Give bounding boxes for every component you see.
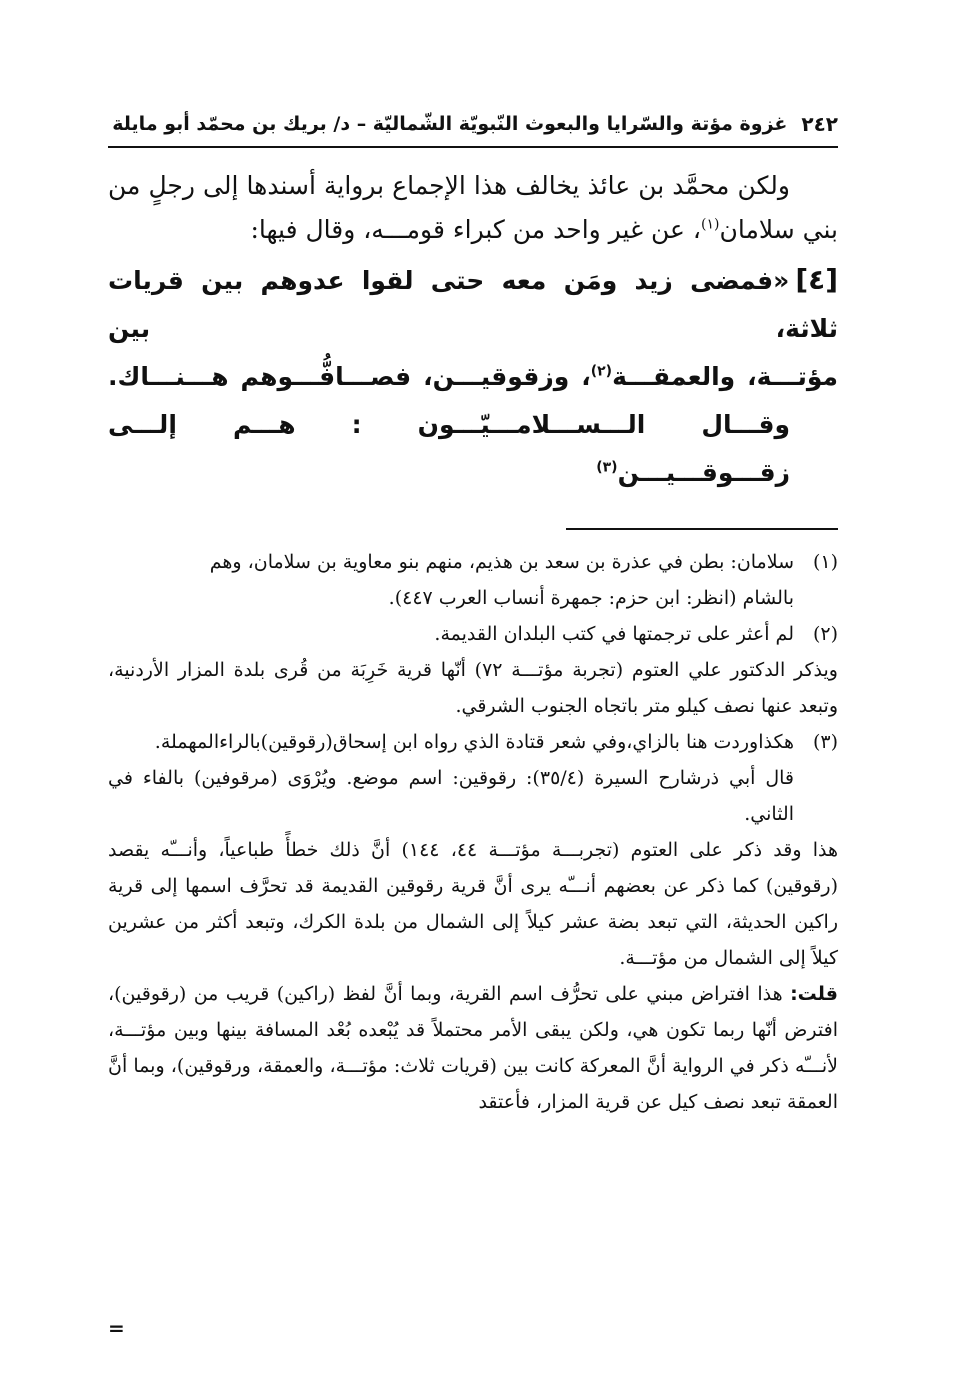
footnote-3: (٣)هكذاوردت هنا بالزاي،وفي شعر قتادة الذي رواه ابن إسحاق(رقوقين)بالراءالمهملة.	[108, 724, 838, 760]
main-text	[108, 164, 838, 497]
footnote-ref-2[interactable]: (٢)	[590, 363, 613, 380]
footnotes	[108, 544, 838, 1120]
quote-line-2: مؤتـــة، والعمقـــة$^{(٢)}$، وزقوقيـــن، فصـــافُّـــوهم هـــنـــاك.	[108, 362, 838, 391]
intro-text-tail: ، عن غير واحد من كبراء قومـــه، وقال فيها:	[250, 215, 701, 244]
note-label: قلت:	[790, 983, 838, 1005]
footnote-ref-3[interactable]: (٣)	[596, 459, 618, 476]
page-number: ٢٤٢	[801, 112, 838, 136]
footnote-3-number: (٣)	[812, 731, 838, 753]
narration-number: [٤]	[795, 263, 838, 296]
quote-line-1: [٤]«فمضى زيد ومَن معه حتى لقوا عدوهم بين قريات ثلاثة، بين	[108, 263, 838, 343]
footnote-2-paragraph: ويذكر الدكتور علي العتوم (تجربة مؤتـــة ٧٢) أنّها قرية خَرِبَة من قُرى بلدة المزار الأردنية، وتبعد عنها نصف كيلو متر باتجاه الجنوب الشرقي.	[108, 659, 838, 717]
narration-quote	[108, 256, 838, 497]
footnote-2: (٢)لم أعثر على ترجمتها في كتب البلدان القديمة.	[108, 616, 838, 652]
running-header	[108, 108, 838, 140]
book-page	[108, 100, 838, 1340]
footnote-1-cont: بالشام (انظر: ابن حزم: جمهرة أنساب العرب ٤٤٧).	[388, 587, 794, 609]
footnote-separator	[566, 528, 838, 530]
footnote-3-cont: قال أبي ذرشارح السيرة (٣٥/٤): رقوقين: اسم موضع. ويُرْوَى (مرقوفين) بالفاء في الثاني.	[108, 767, 795, 825]
footnote-3-paragraph-3: قلت: هذا افتراض مبني على تحرُّف اسم القرية، وبما أنَّ لفظ (راكين) قريب من (رقوقين)، افترض أنّها ربما تكون هي، ولكن يبقى الأمر محتملاً قد يُبْعده بُعْد المسافة بينها وبين مؤتـــة، لأنـــّه ذكر في الرواية أنَّ المعركة كانت بين (قريات ثلاث: مؤتـــة، والعمقة، ورقوقين)، وبما أنَّ العمقة تبعد نصف كيل عن قرية المزار، فأعتقد	[108, 983, 838, 1113]
footnote-3-paragraph-2: هذا وقد ذكر على العتوم (تجربـــة مؤتـــة ٤٤، ١٤٤) أنَّ ذلك خطأً طباعياً، وأنـــّه يقصد (رقوقين) كما ذكر عن بعضهم أنـــّه يرى أنَّ قرية رقوقين القديمة قد تحرَّف اسمها إلى قرية راكين الحديثة، التي تبعد بضة عشر كيلاً إلى الشمال من بلدة الكرك، وتبعد أكثر من عشرين كيلاً إلى الشمال من مؤتـــة.	[108, 839, 838, 969]
footnote-1-number: (١)	[812, 551, 838, 573]
quote-line-3: وقـــال الـــســـلامـــيّـــون : هـــم إلـــى زقـــوقـــيـــن$^{(٣)}$	[108, 410, 790, 487]
footnote-1: (١)سلامان: بطن في عذرة بن سعد بن هذيم، منهم بنو معاوية بن سلامان، وهم	[108, 544, 838, 580]
footnote-ref-1[interactable]: (١)	[701, 216, 720, 233]
intro-paragraph	[108, 164, 838, 252]
intro-text: ولكن محمَّد بن عائذ يخالف هذا الإجماع برواية أسندها إلى رجلٍ من بني سلامان	[108, 171, 838, 244]
header-rule	[108, 146, 838, 148]
running-title: غزوة مؤتة والسّرايا والبعوث النّبويّة الشّماليّة – د/ بريك بن محمّد أبو مايلة	[112, 113, 788, 135]
continuation-mark: =	[108, 1316, 125, 1340]
footnote-2-number: (٢)	[812, 623, 838, 645]
